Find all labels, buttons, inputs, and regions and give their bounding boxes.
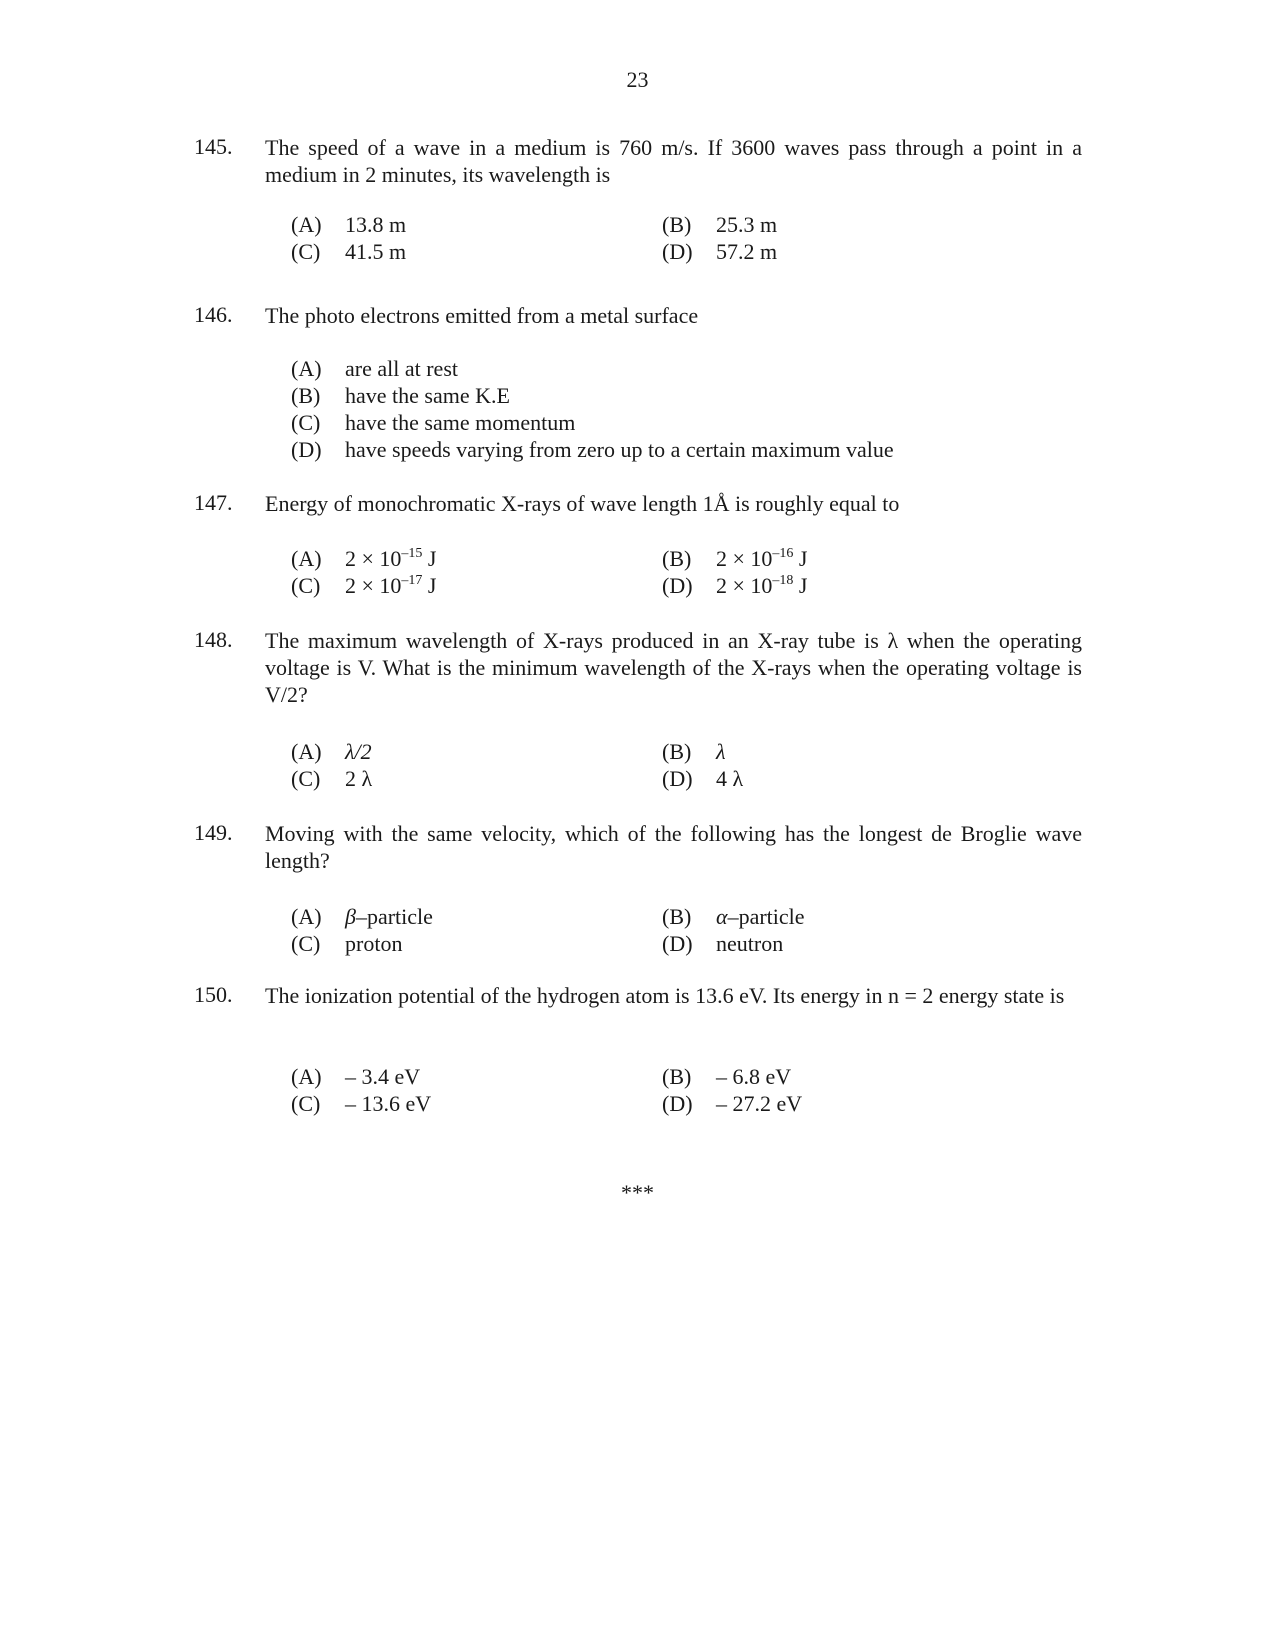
- option-text: 41.5 m: [345, 239, 407, 264]
- option-label: (A): [291, 1064, 322, 1089]
- option-a: [291, 545, 436, 572]
- option-c: [291, 765, 372, 792]
- option-b: [662, 545, 807, 572]
- option-label: (A): [291, 739, 322, 764]
- question-149: [194, 820, 1082, 874]
- option-label: (A): [291, 546, 322, 571]
- question-text: The speed of a wave in a medium is 760 m/s. If 3600 waves pass through a point in a medium in 2 minutes, its wavelength is: [265, 135, 1082, 187]
- option-label: (B): [662, 546, 692, 571]
- option-a: [291, 355, 991, 382]
- option-label: (C): [291, 931, 321, 956]
- option-text: have the same momentum: [345, 410, 576, 435]
- option-label: (D): [291, 437, 322, 462]
- option-label: (B): [662, 739, 692, 764]
- question-text: Moving with the same velocity, which of the following has the longest de Broglie wave length?: [265, 821, 1082, 873]
- option-label: (B): [662, 1064, 692, 1089]
- option-label: (B): [662, 212, 692, 237]
- question-number: 146.: [194, 302, 233, 327]
- option-label: (A): [291, 212, 322, 237]
- option-label: (A): [291, 356, 322, 381]
- option-symbol: β: [345, 904, 356, 929]
- question-number: 145.: [194, 134, 233, 159]
- option-unit: J: [427, 573, 437, 598]
- option-c: [291, 409, 991, 436]
- option-text: 2 λ: [345, 766, 373, 791]
- option-text: –particle: [355, 904, 433, 929]
- option-c: [291, 930, 402, 957]
- question-text: The ionization potential of the hydrogen atom is 13.6 eV. Its energy in n = 2 energy state is: [265, 983, 1065, 1008]
- option-d: [291, 436, 991, 463]
- option-exponent: –17: [401, 573, 423, 588]
- option-text: –particle: [727, 904, 805, 929]
- option-text: proton: [345, 931, 403, 956]
- option-label: (D): [662, 573, 693, 598]
- page-number: 23: [626, 67, 649, 92]
- question-146: [194, 302, 1082, 329]
- option-text: neutron: [716, 931, 784, 956]
- options-146: [291, 355, 991, 463]
- option-label: (B): [291, 383, 321, 408]
- option-label: (C): [291, 410, 321, 435]
- option-base: 2 × 10: [716, 573, 773, 598]
- question-number: 149.: [194, 820, 233, 845]
- option-unit: J: [798, 546, 808, 571]
- question-text: Energy of monochromatic X-rays of wave length 1Å is roughly equal to: [265, 491, 900, 516]
- option-text: 57.2 m: [716, 239, 778, 264]
- option-text: are all at rest: [345, 356, 458, 381]
- option-text: – 27.2 eV: [716, 1091, 803, 1116]
- option-base: 2 × 10: [345, 546, 402, 571]
- option-d: [662, 930, 783, 957]
- option-exponent: –18: [772, 573, 794, 588]
- option-text: 13.8 m: [345, 212, 407, 237]
- option-text: λ/2: [345, 739, 372, 764]
- option-text: – 3.4 eV: [345, 1064, 421, 1089]
- option-text: have the same K.E: [345, 383, 510, 408]
- question-text: The maximum wavelength of X-rays produced in an X-ray tube is λ when the operating voltage is V. What is the minimum wavelength of the X-rays when the operating voltage is V/2?: [265, 628, 1082, 707]
- end-marker: ***: [621, 1180, 654, 1205]
- option-base: 2 × 10: [716, 546, 773, 571]
- option-c: [291, 1090, 431, 1117]
- option-a: [291, 903, 433, 930]
- option-text: – 6.8 eV: [716, 1064, 792, 1089]
- option-label: (D): [662, 239, 693, 264]
- option-a: [291, 211, 406, 238]
- option-exponent: –16: [772, 546, 794, 561]
- question-number: 148.: [194, 627, 233, 652]
- option-text: – 13.6 eV: [345, 1091, 432, 1116]
- option-d: [662, 1090, 802, 1117]
- option-b: [662, 903, 805, 930]
- question-number: 150.: [194, 982, 233, 1007]
- option-b: [662, 211, 777, 238]
- option-label: (C): [291, 1091, 321, 1116]
- option-a: [291, 738, 372, 765]
- option-symbol: α: [716, 904, 728, 929]
- option-text: 4 λ: [716, 766, 744, 791]
- option-label: (A): [291, 904, 322, 929]
- option-d: [662, 238, 777, 265]
- option-a: [291, 1063, 420, 1090]
- option-text: λ: [716, 739, 726, 764]
- option-exponent: –15: [401, 546, 423, 561]
- option-d: [662, 572, 807, 599]
- option-c: [291, 238, 406, 265]
- option-label: (D): [662, 766, 693, 791]
- option-text: 25.3 m: [716, 212, 778, 237]
- option-label: (C): [291, 766, 321, 791]
- option-text: have speeds varying from zero up to a certain maximum value: [345, 437, 894, 462]
- option-label: (D): [662, 931, 693, 956]
- option-label: (B): [662, 904, 692, 929]
- option-label: (D): [662, 1091, 693, 1116]
- option-label: (C): [291, 573, 321, 598]
- option-c: [291, 572, 436, 599]
- question-150: [194, 982, 1082, 1009]
- question-147: [194, 490, 1082, 517]
- question-148: [194, 627, 1082, 708]
- option-unit: J: [798, 573, 808, 598]
- option-b: [662, 738, 726, 765]
- option-unit: J: [427, 546, 437, 571]
- option-label: (C): [291, 239, 321, 264]
- question-number: 147.: [194, 490, 233, 515]
- option-b: [291, 382, 991, 409]
- option-b: [662, 1063, 791, 1090]
- option-d: [662, 765, 743, 792]
- question-145: [194, 134, 1082, 188]
- question-text: The photo electrons emitted from a metal surface: [265, 303, 699, 328]
- option-base: 2 × 10: [345, 573, 402, 598]
